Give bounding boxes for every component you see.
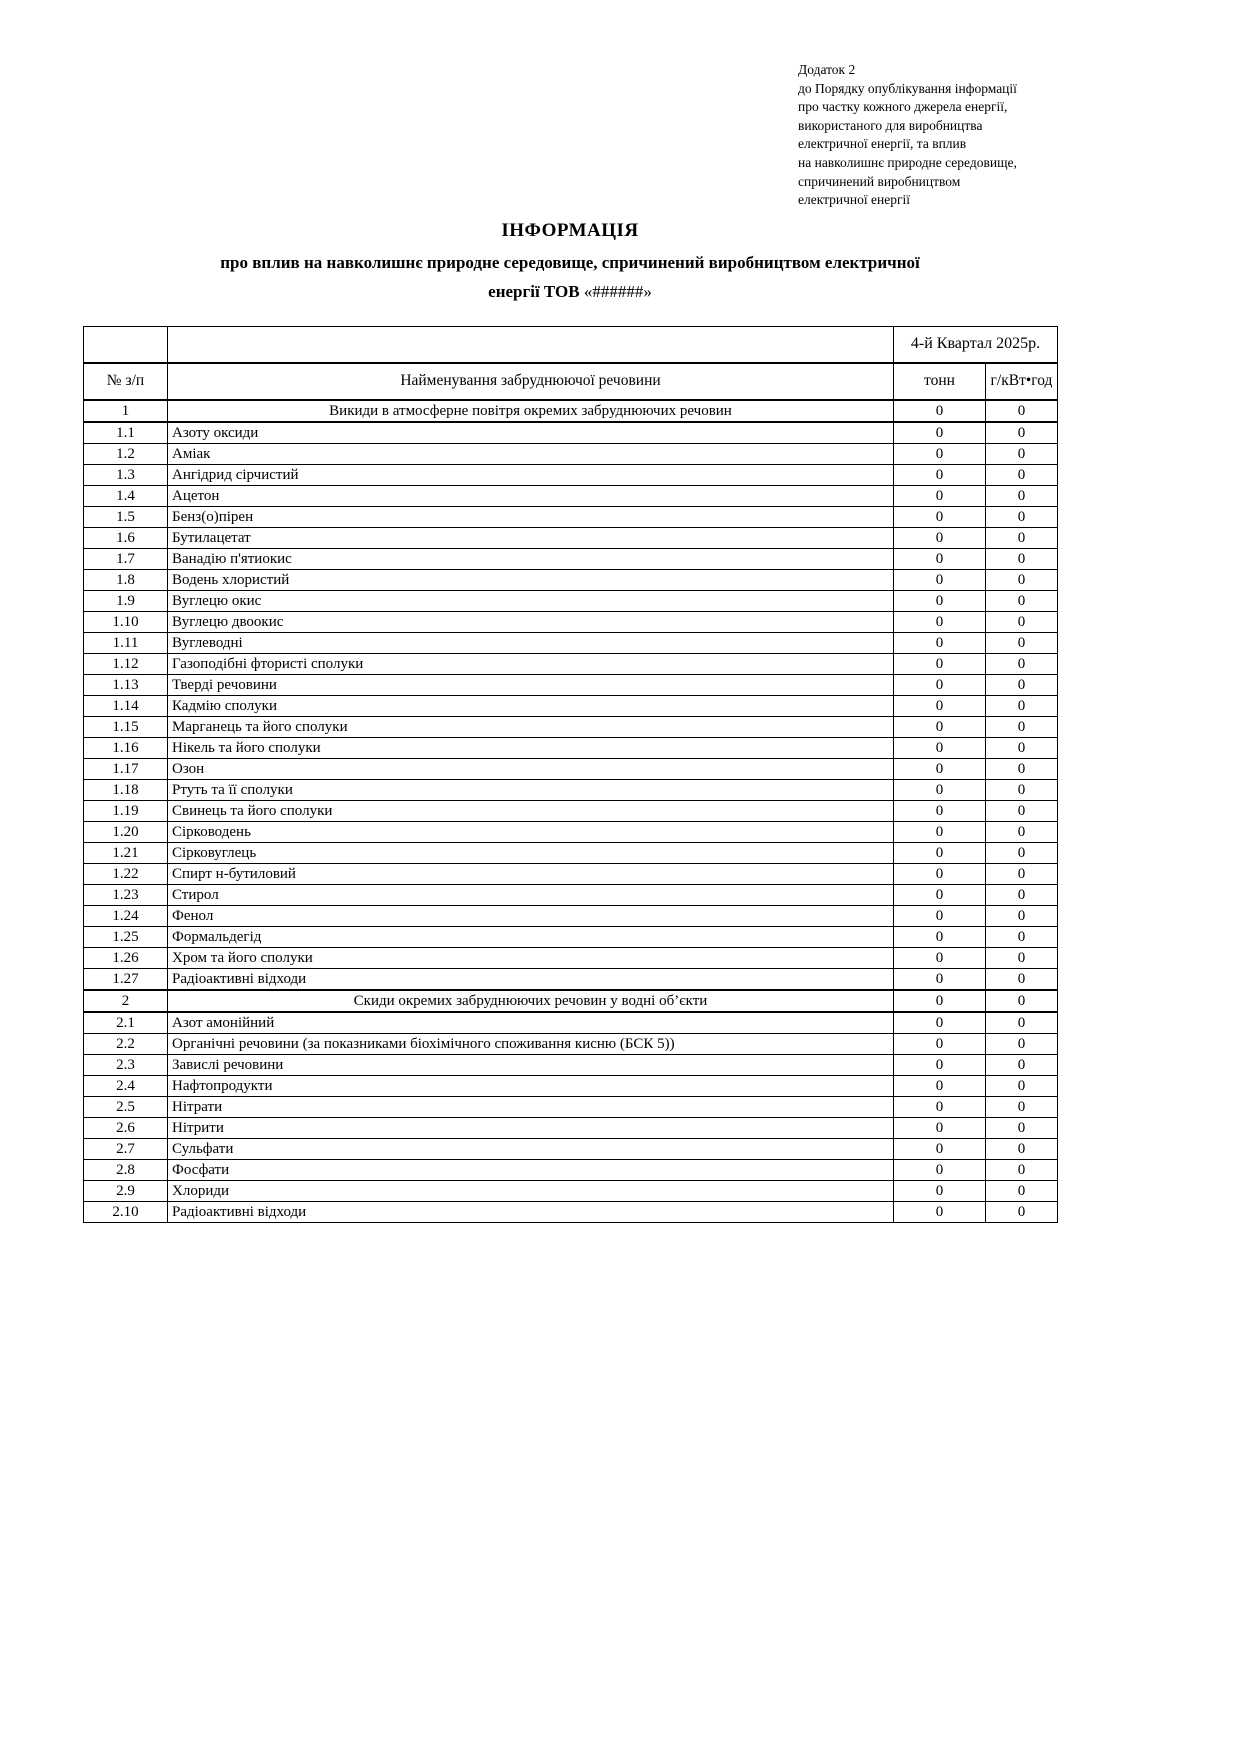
substance-name: Ванадію п'ятиокис	[168, 548, 894, 569]
table-row	[84, 590, 1058, 611]
gkwh-value: 0	[986, 863, 1058, 884]
table-row	[84, 737, 1058, 758]
tons-value: 0	[894, 737, 986, 758]
gkwh-value: 0	[986, 422, 1058, 444]
tons-value: 0	[894, 674, 986, 695]
col-header-substance: Найменування забруднюючої речовини	[168, 363, 894, 400]
gkwh-value: 0	[986, 800, 1058, 821]
table-row	[84, 905, 1058, 926]
gkwh-value: 0	[986, 1159, 1058, 1180]
substance-name: Марганець та його сполуки	[168, 716, 894, 737]
row-number: 1.2	[84, 443, 168, 464]
col-header-gkwh: г/кВт•год	[986, 363, 1058, 400]
row-number: 2.2	[84, 1033, 168, 1054]
row-number: 1.24	[84, 905, 168, 926]
gkwh-value: 0	[986, 779, 1058, 800]
gkwh-value: 0	[986, 1054, 1058, 1075]
tons-value: 0	[894, 569, 986, 590]
gkwh-value: 0	[986, 1138, 1058, 1159]
gkwh-value: 0	[986, 400, 1058, 422]
table-row	[84, 422, 1058, 444]
substance-name: Сірковуглець	[168, 842, 894, 863]
table-row	[84, 968, 1058, 990]
row-number: 1	[84, 400, 168, 422]
row-number: 1.5	[84, 506, 168, 527]
table-row	[84, 1138, 1058, 1159]
substance-name: Стирол	[168, 884, 894, 905]
table-row	[84, 464, 1058, 485]
row-number: 1.21	[84, 842, 168, 863]
tons-value: 0	[894, 1159, 986, 1180]
substance-name: Нафтопродукти	[168, 1075, 894, 1096]
company-placeholder: «######»	[583, 282, 652, 301]
tons-value: 0	[894, 779, 986, 800]
gkwh-value: 0	[986, 569, 1058, 590]
table-row	[84, 611, 1058, 632]
row-number: 1.16	[84, 737, 168, 758]
tons-value: 0	[894, 758, 986, 779]
tons-value: 0	[894, 1033, 986, 1054]
annex-line: спричинений виробництвом	[798, 173, 961, 189]
substance-name: Викиди в атмосферне повітря окремих забруднюючих речовин	[168, 400, 894, 422]
annex-line: використаного для виробництва	[798, 117, 983, 133]
tons-value: 0	[894, 443, 986, 464]
row-number: 2.10	[84, 1201, 168, 1222]
period-row	[84, 327, 1058, 363]
substance-name: Озон	[168, 758, 894, 779]
table-row	[84, 485, 1058, 506]
row-number: 2.8	[84, 1159, 168, 1180]
annex-line: електричної енергії	[798, 192, 911, 208]
gkwh-value: 0	[986, 1117, 1058, 1138]
substance-name: Органічні речовини (за показниками біохімічного споживання кисню (БСК 5))	[168, 1033, 894, 1054]
gkwh-value: 0	[986, 590, 1058, 611]
tons-value: 0	[894, 1201, 986, 1222]
tons-value: 0	[894, 548, 986, 569]
annex-line: електричної енергії, та вплив	[798, 136, 967, 152]
tons-value: 0	[894, 590, 986, 611]
substance-name: Азот амонійний	[168, 1012, 894, 1034]
substance-name: Ангідрид сірчистий	[168, 464, 894, 485]
row-number: 1.10	[84, 611, 168, 632]
gkwh-value: 0	[986, 611, 1058, 632]
row-number: 1.1	[84, 422, 168, 444]
company-prefix: енергії ТОВ	[488, 282, 584, 301]
gkwh-value: 0	[986, 716, 1058, 737]
empty-cell	[84, 327, 168, 363]
table-row	[84, 1075, 1058, 1096]
row-number: 1.3	[84, 464, 168, 485]
row-number: 2	[84, 990, 168, 1012]
substance-name: Хлориди	[168, 1180, 894, 1201]
annex-note	[798, 61, 1128, 210]
tons-value: 0	[894, 611, 986, 632]
substance-name: Сірководень	[168, 821, 894, 842]
table-row	[84, 716, 1058, 737]
table-row	[84, 779, 1058, 800]
table-row	[84, 842, 1058, 863]
annex-line: про частку кожного джерела енергії,	[798, 99, 1008, 115]
gkwh-value: 0	[986, 926, 1058, 947]
section-row	[84, 990, 1058, 1012]
row-number: 1.19	[84, 800, 168, 821]
row-number: 1.18	[84, 779, 168, 800]
substance-name: Вуглецю окис	[168, 590, 894, 611]
gkwh-value: 0	[986, 464, 1058, 485]
period-header: 4-й Квартал 2025р.	[894, 327, 1058, 363]
substance-name: Радіоактивні відходи	[168, 1201, 894, 1222]
substance-name: Хром та його сполуки	[168, 947, 894, 968]
gkwh-value: 0	[986, 990, 1058, 1012]
table-row	[84, 632, 1058, 653]
substance-name: Нітрати	[168, 1096, 894, 1117]
row-number: 1.23	[84, 884, 168, 905]
substance-name: Скиди окремих забруднюючих речовин у водні об’єкти	[168, 990, 894, 1012]
row-number: 1.12	[84, 653, 168, 674]
section-row	[84, 400, 1058, 422]
tons-value: 0	[894, 1117, 986, 1138]
substance-name: Фосфати	[168, 1159, 894, 1180]
tons-value: 0	[894, 632, 986, 653]
gkwh-value: 0	[986, 758, 1058, 779]
table-row	[84, 821, 1058, 842]
table-row	[84, 1012, 1058, 1034]
gkwh-value: 0	[986, 821, 1058, 842]
row-number: 1.15	[84, 716, 168, 737]
row-number: 1.22	[84, 863, 168, 884]
tons-value: 0	[894, 400, 986, 422]
gkwh-value: 0	[986, 1096, 1058, 1117]
row-number: 2.1	[84, 1012, 168, 1034]
row-number: 1.17	[84, 758, 168, 779]
table-row	[84, 569, 1058, 590]
gkwh-value: 0	[986, 674, 1058, 695]
tons-value: 0	[894, 1012, 986, 1034]
table-row	[84, 1054, 1058, 1075]
gkwh-value: 0	[986, 548, 1058, 569]
substance-name: Сульфати	[168, 1138, 894, 1159]
gkwh-value: 0	[986, 1012, 1058, 1034]
gkwh-value: 0	[986, 1201, 1058, 1222]
table-row	[84, 1033, 1058, 1054]
tons-value: 0	[894, 485, 986, 506]
gkwh-value: 0	[986, 443, 1058, 464]
table-row	[84, 1180, 1058, 1201]
row-number: 2.9	[84, 1180, 168, 1201]
tons-value: 0	[894, 464, 986, 485]
gkwh-value: 0	[986, 695, 1058, 716]
tons-value: 0	[894, 1096, 986, 1117]
tons-value: 0	[894, 968, 986, 990]
substance-name: Нітрити	[168, 1117, 894, 1138]
tons-value: 0	[894, 1180, 986, 1201]
row-number: 1.11	[84, 632, 168, 653]
substance-name: Ацетон	[168, 485, 894, 506]
table-row	[84, 947, 1058, 968]
tons-value: 0	[894, 653, 986, 674]
row-number: 2.3	[84, 1054, 168, 1075]
tons-value: 0	[894, 1138, 986, 1159]
document-header	[83, 220, 1057, 306]
table-row	[84, 926, 1058, 947]
tons-value: 0	[894, 905, 986, 926]
table-body	[84, 400, 1058, 1223]
substance-name: Газоподібні фтористі сполуки	[168, 653, 894, 674]
substance-name: Кадмію сполуки	[168, 695, 894, 716]
row-number: 2.4	[84, 1075, 168, 1096]
substance-name: Свинець та його сполуки	[168, 800, 894, 821]
tons-value: 0	[894, 884, 986, 905]
gkwh-value: 0	[986, 905, 1058, 926]
row-number: 1.25	[84, 926, 168, 947]
empty-cell	[168, 327, 894, 363]
tons-value: 0	[894, 990, 986, 1012]
row-number: 2.6	[84, 1117, 168, 1138]
table-row	[84, 1201, 1058, 1222]
tons-value: 0	[894, 695, 986, 716]
tons-value: 0	[894, 800, 986, 821]
table-row	[84, 674, 1058, 695]
substance-name: Радіоактивні відходи	[168, 968, 894, 990]
substance-name: Тверді речовини	[168, 674, 894, 695]
substance-name: Ртуть та її сполуки	[168, 779, 894, 800]
row-number: 1.27	[84, 968, 168, 990]
row-number: 1.26	[84, 947, 168, 968]
table-row	[84, 800, 1058, 821]
table-row	[84, 548, 1058, 569]
gkwh-value: 0	[986, 884, 1058, 905]
gkwh-value: 0	[986, 485, 1058, 506]
substance-name: Бутилацетат	[168, 527, 894, 548]
annex-line: Додаток 2	[798, 62, 856, 77]
substance-name: Завислі речовини	[168, 1054, 894, 1075]
tons-value: 0	[894, 863, 986, 884]
emissions-table	[83, 326, 1058, 1223]
gkwh-value: 0	[986, 737, 1058, 758]
table-row	[84, 695, 1058, 716]
table-row	[84, 863, 1058, 884]
tons-value: 0	[894, 1054, 986, 1075]
tons-value: 0	[894, 527, 986, 548]
row-number: 1.13	[84, 674, 168, 695]
substance-name: Аміак	[168, 443, 894, 464]
table-row	[84, 1117, 1058, 1138]
row-number: 1.4	[84, 485, 168, 506]
table-row	[84, 443, 1058, 464]
row-number: 1.7	[84, 548, 168, 569]
row-number: 1.20	[84, 821, 168, 842]
gkwh-value: 0	[986, 527, 1058, 548]
gkwh-value: 0	[986, 632, 1058, 653]
table-row	[84, 1159, 1058, 1180]
substance-name: Водень хлористий	[168, 569, 894, 590]
tons-value: 0	[894, 926, 986, 947]
tons-value: 0	[894, 842, 986, 863]
row-number: 1.9	[84, 590, 168, 611]
substance-name: Азоту оксиди	[168, 422, 894, 444]
gkwh-value: 0	[986, 506, 1058, 527]
row-number: 2.7	[84, 1138, 168, 1159]
subtitle-line-2	[83, 277, 1057, 306]
tons-value: 0	[894, 422, 986, 444]
row-number: 1.14	[84, 695, 168, 716]
table-row	[84, 653, 1058, 674]
gkwh-value: 0	[986, 1075, 1058, 1096]
table-row	[84, 506, 1058, 527]
tons-value: 0	[894, 506, 986, 527]
col-header-tons: тонн	[894, 363, 986, 400]
column-header-row	[84, 363, 1058, 400]
substance-name: Фенол	[168, 905, 894, 926]
page-title: ІНФОРМАЦІЯ	[501, 220, 639, 241]
annex-line: на навколишнє природне середовище,	[798, 154, 1017, 170]
gkwh-value: 0	[986, 842, 1058, 863]
annex-line: до Порядку опублікування інформації	[798, 80, 1017, 96]
tons-value: 0	[894, 821, 986, 842]
substance-name: Формальдегід	[168, 926, 894, 947]
substance-name: Спирт н-бутиловий	[168, 863, 894, 884]
table-row	[84, 884, 1058, 905]
row-number: 1.8	[84, 569, 168, 590]
table-row	[84, 758, 1058, 779]
gkwh-value: 0	[986, 1033, 1058, 1054]
table-row	[84, 1096, 1058, 1117]
table-row	[84, 527, 1058, 548]
tons-value: 0	[894, 716, 986, 737]
row-number: 2.5	[84, 1096, 168, 1117]
substance-name: Вуглецю двоокис	[168, 611, 894, 632]
gkwh-value: 0	[986, 968, 1058, 990]
substance-name: Бенз(о)пірен	[168, 506, 894, 527]
col-header-number: № з/п	[84, 363, 168, 400]
substance-name: Нікель та його сполуки	[168, 737, 894, 758]
subtitle-line-1: про вплив на навколишнє природне середовище, спричинений виробництвом електричної	[220, 253, 920, 272]
gkwh-value: 0	[986, 1180, 1058, 1201]
tons-value: 0	[894, 947, 986, 968]
row-number: 1.6	[84, 527, 168, 548]
tons-value: 0	[894, 1075, 986, 1096]
substance-name: Вуглеводні	[168, 632, 894, 653]
gkwh-value: 0	[986, 947, 1058, 968]
gkwh-value: 0	[986, 653, 1058, 674]
